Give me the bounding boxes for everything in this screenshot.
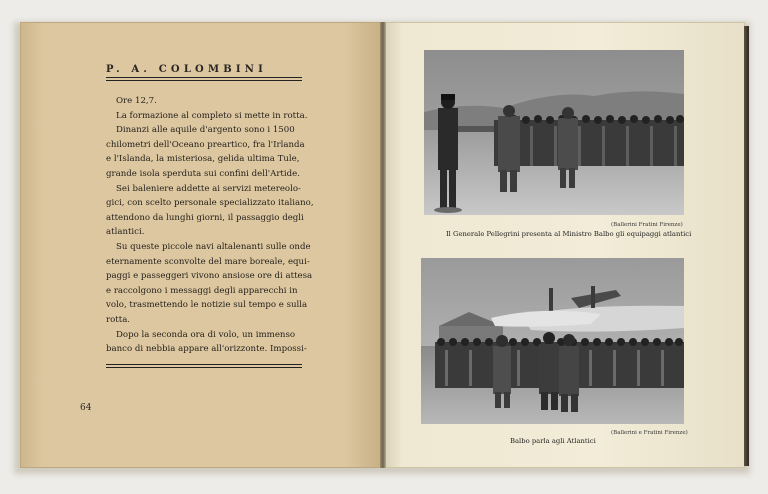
photo-balbo-speech-image (421, 258, 684, 424)
photo-presentation-image (424, 50, 684, 215)
text-line: Sei baleniere addette ai servizi metereolo- (116, 183, 301, 194)
text-line: Dinanzi alle aquile d'argento sono i 1500 (116, 125, 295, 136)
back-cover-edge (744, 26, 749, 466)
photo-credit: (Ballerini Fratini Firenze) (611, 222, 683, 228)
running-header (106, 64, 302, 81)
text-line: e l'Islanda, la misteriosa, gelida ultima Tule, (106, 154, 300, 165)
text-line: paggi e passeggeri vivono ansiose ore di attesa (106, 271, 313, 282)
text-line: chilometri dell'Oceano preartico, fra l'Irlanda (106, 139, 305, 150)
photo-credit: (Ballerini e Fratini Firenze) (611, 430, 688, 436)
photo-balbo-speech (421, 258, 684, 424)
text-line: banco di nebbia appare all'orizzonte. Impossi- (106, 344, 307, 355)
author-header: P. A. COLOMBINI (106, 64, 267, 75)
body-text (106, 94, 314, 357)
text-line: grande isola sperduta sui confini dell'Artide. (106, 168, 300, 179)
text-line: volo, trasmettendo le notizie sul tempo e sulla (106, 300, 308, 311)
text-line: rotta. (106, 314, 131, 325)
text-line: La formazione al completo si mette in rotta. (116, 110, 308, 121)
text-line: Dopo la seconda ora di volo, un immenso (116, 329, 296, 340)
text-line: atlantici. (106, 227, 145, 238)
page-number: 64 (80, 403, 92, 413)
photo-caption: Il Generale Pellegrini presenta al Ministro Balbo gli equipaggi atlantici (446, 230, 692, 238)
photo-presentation (424, 50, 684, 215)
text-line: Ore 12,7. (116, 96, 157, 106)
bottom-rule (106, 364, 302, 368)
text-line: e raccolgono i messaggi degli apparecchi in (106, 285, 298, 296)
text-line: Su queste piccole navi altalenanti sulle onde (116, 241, 311, 252)
text-line: eternamente sconvolte del mare boreale, equi- (106, 256, 310, 267)
book-spine (380, 22, 386, 468)
text-line: attendono da lunghi giorni, il passaggio degli (106, 212, 304, 223)
photo-caption: Balbo parla agli Atlantici (510, 437, 596, 445)
text-line: gici, con scelto personale specializzato italiano, (106, 198, 314, 209)
